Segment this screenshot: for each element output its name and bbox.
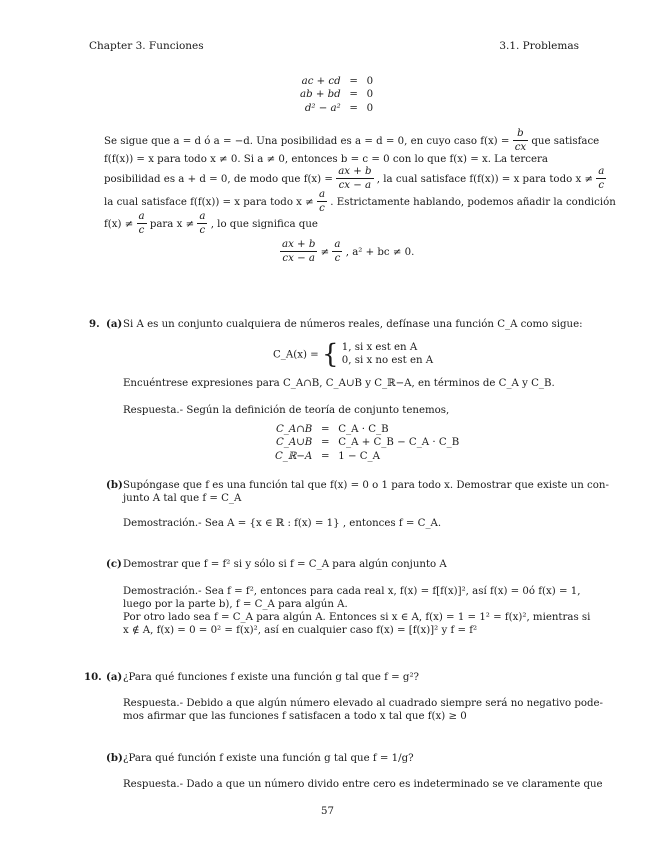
def-lhs: C_A(x) = [273, 349, 319, 361]
eq-lhs: ac + cd [301, 76, 341, 87]
eq-rhs: 0 [366, 76, 374, 87]
eq-op: = [320, 450, 330, 462]
eq-op: = [349, 76, 358, 87]
intro-text: posibilidad es a + d = 0, de modo que f(x) = [104, 173, 333, 185]
indicator-definition [273, 341, 433, 368]
frac-denominator: c [598, 180, 605, 192]
part-label: (a) [106, 671, 123, 683]
p10b-statement: ¿Para qué función f existe una función g tal que f = 1/g? [123, 753, 414, 764]
eq-lhs: C_A∪B [275, 437, 313, 449]
frac-numerator: b [513, 127, 528, 141]
eq-lhs: C_A∩B [275, 424, 313, 435]
p9b-proof: Demostración.- Sea A = {x ∈ ℝ : f(x) = 1} , entonces f = C_A. [123, 518, 442, 529]
intro-line-2: f(f(x)) = x para todo x ≠ 0. Si a ≠ 0, entonces b = c = 0 con lo que f(x) = x. La tercera [104, 154, 548, 165]
fraction [137, 210, 147, 238]
eq-lhs: d² − a² [304, 102, 341, 114]
part-label: (a) [106, 318, 123, 330]
left-brace: { [321, 339, 339, 370]
eq-rhs: 0 [366, 89, 374, 101]
intro-line-1 [104, 127, 599, 155]
frac-numerator: a [317, 188, 327, 202]
eq-op: = [349, 89, 358, 101]
frac-denominator: cx [514, 142, 527, 154]
fraction [197, 210, 207, 238]
intro-text: , lo que significa que [210, 218, 318, 230]
intro-text: la cual satisface f(f(x)) = x para todo x ≠ [104, 196, 314, 208]
frac-denominator: c [319, 203, 325, 215]
intro-text: f(x) ≠ [104, 218, 134, 230]
p9b-statement-1: Supóngase que f es una función tal que f(x) = 0 o 1 para todo x. Demostrar que existe un con- [123, 480, 609, 491]
eq-rhs: C_A + C_B − C_A · C_B [338, 437, 460, 449]
part-label: (b) [106, 479, 123, 491]
p9c-proof-4: x ∉ A, f(x) = 0 = 0² = f(x)², así en cualquier caso f(x) = [f(x)]² y f = f² [123, 625, 478, 636]
intro-text: , a² + bc ≠ 0. [345, 246, 415, 258]
fraction [280, 238, 317, 266]
case-1: 1, si x est en A [341, 342, 418, 353]
p9c-statement: Demostrar que f = f² si y sólo si f = C_A para algún conjunto A [123, 559, 447, 570]
problem-number: 10. [84, 671, 102, 683]
p9c-proof-3: Por otro lado sea f = C_A para algún A. Entonces si x ∈ A, f(x) = 1 = 1² = f(x)², mientras si [123, 612, 591, 623]
eq-lhs: ab + bd [300, 89, 341, 101]
p10b-answer-1: Respuesta.- Dado a que un número divido entre cero es indeterminado se ve claramente que [123, 779, 603, 790]
frac-numerator: a [596, 165, 606, 179]
p10a-statement: ¿Para qué funciones f existe una función g tal que f = g²? [123, 672, 419, 683]
intro-text: que satisface [531, 135, 600, 147]
fraction [332, 238, 342, 266]
p9a-answer: Respuesta.- Según la definición de teoría de conjunto tenemos, [123, 405, 450, 416]
case-2: 0, si x no est en A [341, 355, 434, 367]
eq-lhs: C_ℝ−A [275, 450, 313, 462]
p9a-statement: Si A es un conjunto cualquiera de números reales, defínase una función C_A como sigue: [123, 319, 583, 330]
intro-text: Se sigue que a = d ó a = −d. Una posibilidad es a = d = 0, en cuyo caso f(x) = [104, 135, 510, 147]
problem-number: 9. [89, 318, 100, 330]
frac-numerator: a [197, 210, 207, 224]
neq-symbol: ≠ [320, 246, 330, 258]
display-inequality [280, 238, 414, 266]
fraction [317, 188, 327, 216]
intro-text: para x ≠ [149, 218, 195, 230]
frac-denominator: c [334, 253, 341, 265]
eq-op: = [349, 102, 358, 114]
fraction [513, 127, 528, 155]
intro-text: . Estrictamente hablando, podemos añadir la condición [330, 196, 616, 208]
frac-denominator: c [138, 225, 145, 237]
frac-denominator: cx − a [338, 180, 372, 192]
p9c-proof-1: Demostración.- Sea f = f², entonces para cada real x, f(x) = f[f(x)]², así f(x) = 0ó f(x) = 1, [123, 586, 581, 597]
eq-op: = [320, 437, 330, 449]
frac-numerator: ax + b [336, 165, 373, 179]
part-label: (b) [106, 752, 123, 764]
p10a-answer-2: mos afirmar que las funciones f satisfacen a todo x tal que f(x) ≥ 0 [123, 711, 467, 722]
eq-rhs: 0 [366, 102, 374, 114]
eq-rhs: 1 − C_A [338, 450, 380, 462]
eq-rhs: C_A · C_B [338, 424, 389, 435]
part-label: (c) [106, 558, 122, 570]
frac-numerator: ax + b [280, 238, 317, 252]
p9a-find: Encuéntrese expresiones para C_A∩B, C_A∪B y C_ℝ−A, en términos de C_A y C_B. [123, 378, 555, 389]
p9c-proof-2: luego por la parte b), f = C_A para algún A. [123, 599, 348, 610]
frac-denominator: cx − a [282, 253, 315, 265]
running-header-chapter: Chapter 3. Funciones [89, 40, 204, 52]
page-number: 57 [321, 806, 334, 817]
p10a-answer-1: Respuesta.- Debido a que algún número elevado al cuadrado siempre será no negativo pode- [123, 698, 603, 709]
running-header-section: 3.1. Problemas [499, 40, 579, 52]
intro-text: , la cual satisface f(f(x)) = x para todo x ≠ [376, 173, 593, 185]
frac-numerator: a [332, 238, 342, 252]
intro-line-5 [104, 210, 318, 238]
top-equation-array [300, 75, 373, 115]
eq-op: = [320, 424, 330, 435]
indicator-equations [275, 423, 459, 463]
frac-denominator: c [199, 225, 206, 237]
p9b-statement-2: junto A tal que f = C_A [123, 493, 242, 504]
frac-numerator: a [137, 210, 147, 224]
